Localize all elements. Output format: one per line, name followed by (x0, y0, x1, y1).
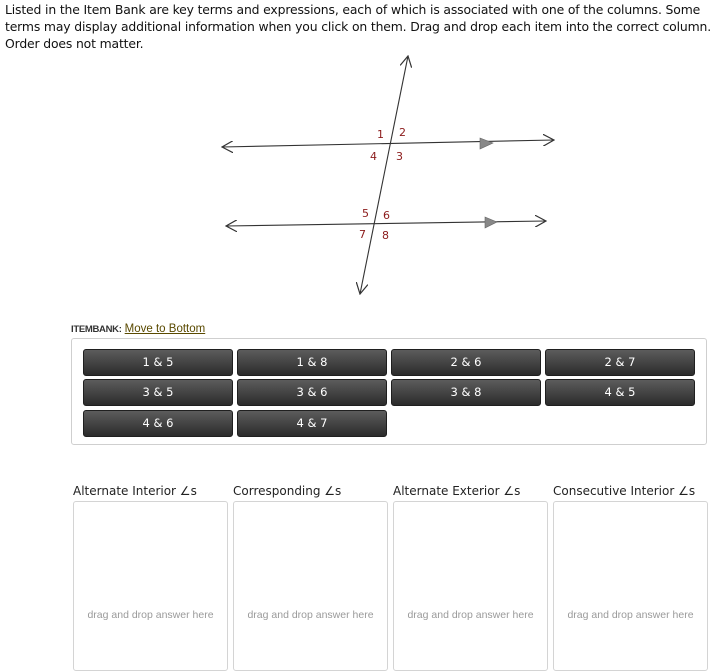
angle-label-5: 5 (362, 207, 369, 220)
bank-item[interactable]: 3 & 5 (83, 379, 233, 406)
instructions-text: Listed in the Item Bank are key terms and expressions, each of which is associated with one of the columns. Some terms may display additional information when you click on them. Drag and drop each item into the correct column. Order does not matter. (5, 2, 711, 51)
bank-item[interactable]: 2 & 7 (545, 349, 695, 376)
bank-item[interactable]: 1 & 5 (83, 349, 233, 376)
bank-item[interactable]: 3 & 8 (391, 379, 541, 406)
angle-label-6: 6 (383, 209, 390, 222)
move-to-bottom-link[interactable]: Move to Bottom (124, 323, 206, 335)
drop-zone-alternate-interior[interactable] (73, 501, 228, 671)
bank-item[interactable]: 4 & 6 (83, 410, 233, 437)
top-parallel-line (222, 140, 554, 147)
drop-hint: drag and drop answer here (247, 609, 374, 621)
drop-hint: drag and drop answer here (87, 609, 214, 621)
angle-label-8: 8 (382, 229, 389, 242)
column-title-alternate-interior: Alternate Interior ∠s (73, 484, 197, 498)
item-bank-header (71, 323, 205, 335)
angle-label-1: 1 (377, 128, 384, 141)
column-title-corresponding: Corresponding ∠s (233, 484, 342, 498)
item-bank (71, 338, 707, 445)
bank-item[interactable]: 3 & 6 (237, 379, 387, 406)
drop-zone-corresponding[interactable] (233, 501, 388, 671)
angle-label-2: 2 (399, 126, 406, 139)
parallel-marker-top-icon (480, 138, 493, 149)
angle-label-3: 3 (396, 150, 403, 163)
bank-item[interactable]: 1 & 8 (237, 349, 387, 376)
transversal-diagram (210, 50, 570, 300)
bank-item[interactable]: 4 & 5 (545, 379, 695, 406)
drop-hint: drag and drop answer here (407, 609, 534, 621)
bank-item[interactable]: 2 & 6 (391, 349, 541, 376)
drop-zone-consecutive-interior[interactable] (553, 501, 708, 671)
transversal-line (360, 56, 408, 294)
drop-hint: drag and drop answer here (567, 609, 694, 621)
drop-zone-alternate-exterior[interactable] (393, 501, 548, 671)
bank-item[interactable]: 4 & 7 (237, 410, 387, 437)
column-title-alternate-exterior: Alternate Exterior ∠s (393, 484, 521, 498)
item-bank-label: ITEMBANK: (71, 324, 122, 335)
transversal-figure (210, 50, 570, 300)
column-title-consecutive-interior: Consecutive Interior ∠s (553, 484, 696, 498)
parallel-marker-bottom-icon (485, 217, 497, 228)
angle-label-4: 4 (370, 150, 377, 163)
angle-label-7: 7 (359, 228, 366, 241)
